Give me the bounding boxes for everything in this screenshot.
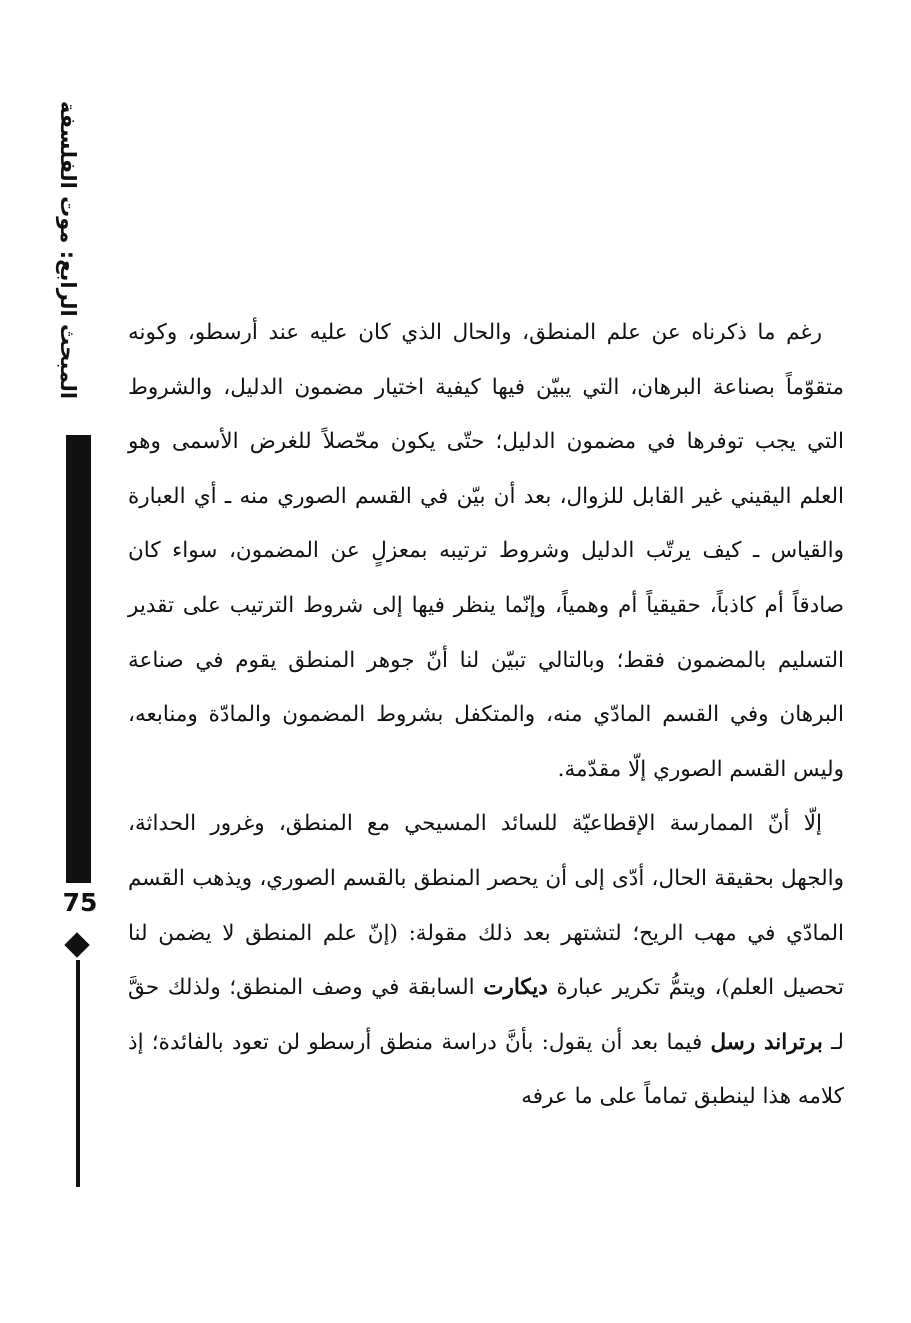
paragraph-1-text: رغم ما ذكرناه عن علم المنطق، والحال الذي كان عليه عند أرسطو، وكونه متقوّماً بصناعة البرهان، التي يبيّن فيها كيفية اختيار مضمون الدليل، والشروط التي يجب توفرها في مضمون الدليل؛ حتّى يكون محّصلاً للغرض الأسمى وهو العلم اليقيني غير القابل للزوال، بعد أن بيّن في القسم الصوري منه ـ أي العبارة والقياس ـ كيف يرتّب الدليل وشروط ترتيبه بمعزلٍ عن المضمون، سواء كان صادقاً أم كاذباً، حقيقياً أم وهمياً، وإنّما ينظر فيها إلى شروط الترتيب على تقدير التسليم بالمضمون فقط؛ وبالتالي تبيّن لنا أنّ جوهر المنطق يقوم في صناعة البرهان وفي القسم المادّي منه، والمتكفل بشروط المضمون والمادّة ومنابعه، وليس القسم الصوري إلّا مقدّمة.	[128, 320, 844, 782]
running-header	[48, 100, 88, 400]
paragraph-2	[128, 797, 844, 1125]
paragraph-2-text-1: إلّا أنّ الممارسة الإقطاعيّة للسائد المسيحي مع المنطق، وغرور الحداثة، والجهل بحقيقة الحال، أدّى إلى أن يحصر المنطق بالقسم الصوري، ويذهب القسم المادّي في مهب الريح؛ لتشتهر بعد ذلك مقولة: (إنّ علم المنطق لا يضمن لنا تحصيل العلم)، ويتمُّ تكرير عبارة	[128, 811, 844, 1001]
side-decorative-line	[76, 960, 80, 1187]
paragraph-2-text-2: السابقة في وصف المنطق؛ ولذلك حقَّ لـ	[128, 975, 844, 1055]
name-descartes: ديكارت	[483, 975, 548, 1001]
diamond-ornament-icon	[64, 932, 89, 957]
name-bertrand-russell: برتراند رسل	[710, 1029, 823, 1055]
running-header-text: المبحث الرابع: موت الفلسفة	[56, 100, 80, 400]
side-decorative-bar	[66, 435, 91, 883]
body-text	[128, 306, 844, 1125]
page-number: 75	[62, 888, 98, 917]
paragraph-2-text-3: فيما بعد أن يقول: بأنَّ دراسة منطق أرسطو لن تعود بالفائدة؛ إذ كلامه هذا لينطبق تماماً على ما عرفه	[128, 1029, 844, 1110]
paragraph-1	[128, 306, 844, 797]
